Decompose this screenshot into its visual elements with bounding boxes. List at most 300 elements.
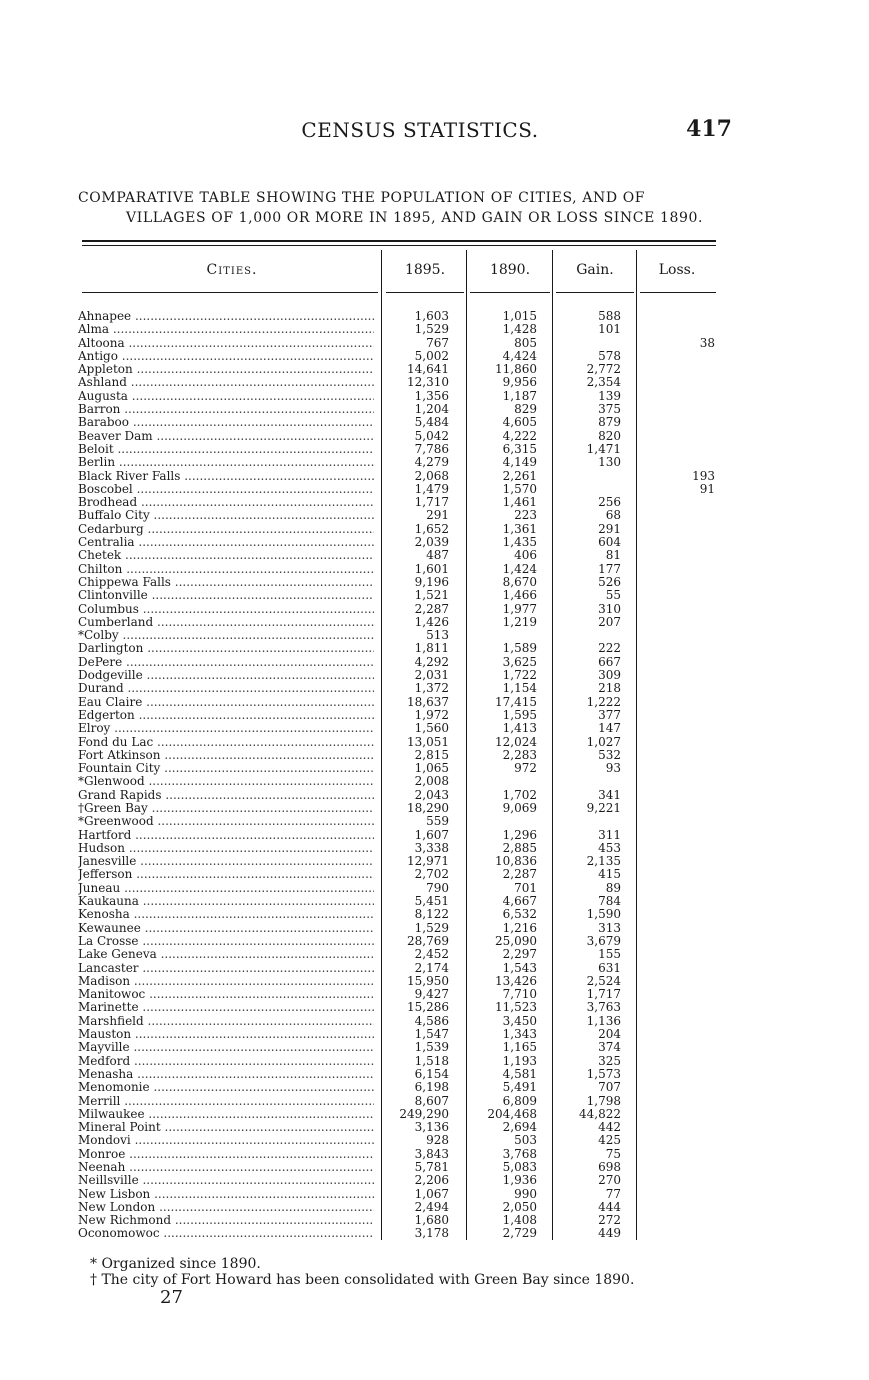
population-1895: 5,781 xyxy=(414,1160,449,1174)
population-1890: 223 xyxy=(514,508,537,523)
table-row xyxy=(0,1081,869,1094)
city-name: Boscobel ..... xyxy=(78,483,374,496)
city-name: Menasha ..... xyxy=(78,1068,374,1081)
gain-value: 442 xyxy=(598,1120,621,1135)
population-1890: 8,670 xyxy=(502,574,537,589)
city-name: Merrill ..... xyxy=(78,1095,374,1108)
population-1890: 11,860 xyxy=(495,362,537,377)
population-1895: 12,310 xyxy=(407,375,449,390)
population-1895: 291 xyxy=(426,508,449,523)
population-1895: 1,521 xyxy=(414,588,449,603)
population-1895: 928 xyxy=(426,1133,449,1148)
gain-value: 68 xyxy=(605,508,621,523)
population-1890: 2,885 xyxy=(502,840,537,855)
gain-value: 1,136 xyxy=(586,1013,621,1028)
table-row xyxy=(0,549,869,562)
gain-value: 375 xyxy=(598,402,621,417)
city-name: Monroe ..... xyxy=(78,1148,374,1161)
city-name: Hartford ..... xyxy=(78,829,374,842)
city-name: Janesville ..... xyxy=(78,855,374,868)
population-1890: 503 xyxy=(514,1133,537,1148)
table-row xyxy=(0,656,869,669)
population-1890: 2,287 xyxy=(502,867,537,882)
column-header-1895: 1895. xyxy=(404,262,446,278)
population-1890: 6,532 xyxy=(502,907,537,922)
city-name: Mondovi ..... xyxy=(78,1134,374,1147)
gain-value: 2,354 xyxy=(586,375,621,390)
footnote-fort-howard: † The city of Fort Howard has been consolidated with Green Bay since 1890. xyxy=(90,1272,635,1288)
table-row xyxy=(0,682,869,695)
gain-value: 532 xyxy=(598,747,621,762)
table-row xyxy=(0,337,869,350)
gain-value: 309 xyxy=(598,668,621,683)
table-row xyxy=(0,1028,869,1041)
table-row xyxy=(0,1188,869,1201)
table-row xyxy=(0,403,869,416)
population-1895: 14,641 xyxy=(407,362,449,377)
city-name: *Greenwood ..... xyxy=(78,815,374,828)
city-name: Ashland ..... xyxy=(78,376,374,389)
table-row xyxy=(0,523,869,536)
table-row xyxy=(0,483,869,496)
population-1890: 1,154 xyxy=(502,681,537,696)
city-name: La Crosse ..... xyxy=(78,935,374,948)
population-1890: 4,667 xyxy=(502,894,537,909)
population-1890: 1,435 xyxy=(502,535,537,550)
population-1890: 2,261 xyxy=(502,468,537,483)
caption-line-1: COMPARATIVE TABLE SHOWING THE POPULATION OF CITIES, AND OF xyxy=(78,190,646,206)
population-1890: 805 xyxy=(514,335,537,350)
city-name: Milwaukee ..... xyxy=(78,1108,374,1121)
population-1890: 5,491 xyxy=(502,1080,537,1095)
table-row xyxy=(0,842,869,855)
gain-value: 204 xyxy=(598,1027,621,1042)
population-1895: 12,971 xyxy=(407,854,449,869)
population-1890: 1,296 xyxy=(502,827,537,842)
population-1895: 4,292 xyxy=(414,654,449,669)
city-name: Mineral Point ..... xyxy=(78,1121,374,1134)
population-1890: 1,408 xyxy=(502,1213,537,1228)
gain-value: 93 xyxy=(605,761,621,776)
table-row xyxy=(0,948,869,961)
loss-value: 91 xyxy=(699,482,715,496)
gain-value: 1,027 xyxy=(586,734,621,749)
population-1895: 6,198 xyxy=(414,1080,449,1095)
population-1890: 1,702 xyxy=(502,787,537,802)
population-1895: 249,290 xyxy=(399,1106,449,1121)
gain-value: 310 xyxy=(598,601,621,616)
gain-value: 270 xyxy=(598,1173,621,1188)
population-1890: 1,193 xyxy=(502,1053,537,1068)
population-1895: 1,529 xyxy=(414,322,449,337)
population-1890: 701 xyxy=(514,880,537,895)
population-1895: 1,652 xyxy=(414,521,449,536)
city-name: New London ..... xyxy=(78,1201,374,1214)
city-name: Chetek ..... xyxy=(78,549,374,562)
table-caption xyxy=(78,188,718,228)
population-1895: 559 xyxy=(426,814,449,829)
city-name: Elroy ..... xyxy=(78,722,374,735)
table-row xyxy=(0,775,869,788)
city-name: Barron ..... xyxy=(78,403,374,416)
gain-value: 698 xyxy=(598,1160,621,1174)
caption-line-2: VILLAGES OF 1,000 OR MORE IN 1895, AND GAIN OR LOSS SINCE 1890. xyxy=(126,210,704,226)
city-name: †Green Bay ..... xyxy=(78,802,374,815)
population-1895: 3,338 xyxy=(414,840,449,855)
column-header-gain: Gain. xyxy=(576,262,614,278)
table-row xyxy=(0,1161,869,1174)
gain-value: 667 xyxy=(598,654,621,669)
city-name: Alma ..... xyxy=(78,323,374,336)
table-row xyxy=(0,350,869,363)
gain-value: 75 xyxy=(605,1146,621,1161)
city-name: DePere ..... xyxy=(78,656,374,669)
gain-value: 325 xyxy=(598,1053,621,1068)
table-row xyxy=(0,829,869,842)
page-number: 417 xyxy=(686,116,732,142)
city-name: *Glenwood ..... xyxy=(78,775,374,788)
population-1895: 1,560 xyxy=(414,721,449,736)
city-name: New Lisbon ..... xyxy=(78,1188,374,1201)
gain-value: 101 xyxy=(598,322,621,337)
population-1890: 1,219 xyxy=(502,614,537,629)
population-1890: 17,415 xyxy=(495,694,537,709)
population-1890: 6,315 xyxy=(502,441,537,456)
population-1895: 18,290 xyxy=(407,800,449,815)
gain-value: 578 xyxy=(598,348,621,363)
loss-value: 38 xyxy=(699,336,715,350)
gain-value: 879 xyxy=(598,415,621,430)
table-row xyxy=(0,496,869,509)
table-row xyxy=(0,1055,869,1068)
gain-value: 130 xyxy=(598,455,621,470)
population-1890: 1,187 xyxy=(502,388,537,403)
table-row xyxy=(0,1227,869,1240)
table-top-rule xyxy=(82,240,716,242)
population-1895: 1,972 xyxy=(414,707,449,722)
gain-value: 1,717 xyxy=(586,987,621,1002)
table-row xyxy=(0,416,869,429)
population-1890: 25,090 xyxy=(495,933,537,948)
city-name: Kaukauna ..... xyxy=(78,895,374,908)
city-name: Dodgeville ..... xyxy=(78,669,374,682)
city-name: Fountain City ..... xyxy=(78,762,374,775)
table-row xyxy=(0,868,869,881)
population-1895: 5,042 xyxy=(414,428,449,443)
population-1895: 3,178 xyxy=(414,1226,449,1241)
population-1890: 3,450 xyxy=(502,1013,537,1028)
table-row xyxy=(0,509,869,522)
population-1890: 1,461 xyxy=(502,495,537,510)
loss-value: 193 xyxy=(692,469,715,483)
city-name: Black River Falls ..... xyxy=(78,470,374,483)
city-name: Clintonville ..... xyxy=(78,589,374,602)
gain-value: 707 xyxy=(598,1080,621,1095)
header-underline-1890 xyxy=(470,292,550,293)
city-name: Madison ..... xyxy=(78,975,374,988)
table-row xyxy=(0,310,869,323)
city-name: Brodhead ..... xyxy=(78,496,374,509)
population-1895: 2,287 xyxy=(414,601,449,616)
population-1890: 972 xyxy=(514,761,537,776)
population-1890: 1,424 xyxy=(502,561,537,576)
population-1895: 3,136 xyxy=(414,1120,449,1135)
city-name: Antigo ..... xyxy=(78,350,374,363)
population-1890: 1,936 xyxy=(502,1173,537,1188)
population-1895: 2,702 xyxy=(414,867,449,882)
city-name: Medford ..... xyxy=(78,1055,374,1068)
population-1895: 5,451 xyxy=(414,894,449,909)
table-row xyxy=(0,908,869,921)
population-1895: 8,607 xyxy=(414,1093,449,1108)
population-1890: 2,297 xyxy=(502,947,537,962)
gain-value: 218 xyxy=(598,681,621,696)
population-1895: 1,547 xyxy=(414,1027,449,1042)
population-1895: 4,586 xyxy=(414,1013,449,1028)
table-row xyxy=(0,1001,869,1014)
table-row xyxy=(0,1134,869,1147)
table-row xyxy=(0,1201,869,1214)
city-name: Lake Geneva ..... xyxy=(78,948,374,961)
population-1895: 2,494 xyxy=(414,1199,449,1214)
table-row xyxy=(0,363,869,376)
city-name: Kewaunee ..... xyxy=(78,922,374,935)
table-row xyxy=(0,922,869,935)
city-name: Manitowoc ..... xyxy=(78,988,374,1001)
table-row xyxy=(0,722,869,735)
table-row xyxy=(0,815,869,828)
table-row xyxy=(0,376,869,389)
gain-value: 44,822 xyxy=(579,1106,621,1121)
gain-value: 1,471 xyxy=(586,441,621,456)
gain-value: 155 xyxy=(598,947,621,962)
table-row xyxy=(0,988,869,1001)
city-name: Beloit ..... xyxy=(78,443,374,456)
population-1895: 1,518 xyxy=(414,1053,449,1068)
population-1890: 3,625 xyxy=(502,654,537,669)
table-row xyxy=(0,935,869,948)
population-1895: 8,122 xyxy=(414,907,449,922)
gain-value: 415 xyxy=(598,867,621,882)
city-name: Augusta ..... xyxy=(78,390,374,403)
gain-value: 1,590 xyxy=(586,907,621,922)
city-name: Baraboo ..... xyxy=(78,416,374,429)
gain-value: 139 xyxy=(598,388,621,403)
population-1890: 9,069 xyxy=(502,800,537,815)
population-1890: 204,468 xyxy=(487,1106,537,1121)
gain-value: 588 xyxy=(598,309,621,323)
population-1895: 1,372 xyxy=(414,681,449,696)
population-1890: 10,836 xyxy=(495,854,537,869)
population-1895: 1,717 xyxy=(414,495,449,510)
city-name: Chippewa Falls ..... xyxy=(78,576,374,589)
population-1890: 1,428 xyxy=(502,322,537,337)
population-1895: 7,786 xyxy=(414,441,449,456)
table-row xyxy=(0,789,869,802)
gain-value: 147 xyxy=(598,721,621,736)
population-1895: 1,811 xyxy=(414,641,449,656)
population-1895: 28,769 xyxy=(407,933,449,948)
population-1895: 1,067 xyxy=(414,1186,449,1201)
table-row xyxy=(0,390,869,403)
population-1895: 9,427 xyxy=(414,987,449,1002)
city-name: *Colby ..... xyxy=(78,629,374,642)
gain-value: 425 xyxy=(598,1133,621,1148)
population-1895: 2,008 xyxy=(414,774,449,789)
gain-value: 222 xyxy=(598,641,621,656)
table-row xyxy=(0,1108,869,1121)
table-row xyxy=(0,616,869,629)
column-header-cities: Cities. xyxy=(206,262,258,278)
table-row xyxy=(0,1015,869,1028)
population-1895: 6,154 xyxy=(414,1066,449,1081)
population-1890: 1,595 xyxy=(502,707,537,722)
table-row xyxy=(0,669,869,682)
gain-value: 1,798 xyxy=(586,1093,621,1108)
population-1890: 4,581 xyxy=(502,1066,537,1081)
gain-value: 291 xyxy=(598,521,621,536)
city-name: Mauston ..... xyxy=(78,1028,374,1041)
city-name: Eau Claire ..... xyxy=(78,696,374,709)
population-1895: 13,051 xyxy=(407,734,449,749)
city-name: Cumberland ..... xyxy=(78,616,374,629)
population-1890: 1,165 xyxy=(502,1040,537,1055)
city-name: Fort Atkinson ..... xyxy=(78,749,374,762)
population-1895: 9,196 xyxy=(414,574,449,589)
population-1895: 2,452 xyxy=(414,947,449,962)
table-row xyxy=(0,855,869,868)
gain-value: 311 xyxy=(598,827,621,842)
population-1890: 5,083 xyxy=(502,1160,537,1174)
table-row xyxy=(0,603,869,616)
column-header-1890: 1890. xyxy=(489,262,531,278)
gain-value: 631 xyxy=(598,960,621,975)
table-row xyxy=(0,1214,869,1227)
footnote-organized: * Organized since 1890. xyxy=(90,1256,261,1272)
population-1890: 1,015 xyxy=(502,309,537,323)
table-row xyxy=(0,470,869,483)
table-row xyxy=(0,1095,869,1108)
footnotes xyxy=(90,1256,710,1288)
gain-value: 784 xyxy=(598,894,621,909)
population-1895: 1,204 xyxy=(414,402,449,417)
population-1895: 2,815 xyxy=(414,747,449,762)
gain-value: 1,573 xyxy=(586,1066,621,1081)
population-1895: 1,603 xyxy=(414,309,449,323)
population-1890: 2,050 xyxy=(502,1199,537,1214)
table-row xyxy=(0,536,869,549)
population-1895: 2,174 xyxy=(414,960,449,975)
population-1895: 15,950 xyxy=(407,973,449,988)
gain-value: 3,679 xyxy=(586,933,621,948)
table-row xyxy=(0,443,869,456)
population-1895: 1,539 xyxy=(414,1040,449,1055)
population-table xyxy=(0,310,869,1241)
table-row xyxy=(0,430,869,443)
table-row xyxy=(0,762,869,775)
table-row xyxy=(0,1174,869,1187)
population-1895: 767 xyxy=(426,335,449,350)
population-1895: 1,479 xyxy=(414,481,449,496)
population-1890: 1,361 xyxy=(502,521,537,536)
gain-value: 256 xyxy=(598,495,621,510)
population-1895: 2,031 xyxy=(414,668,449,683)
table-row xyxy=(0,576,869,589)
gain-value: 1,222 xyxy=(586,694,621,709)
city-name: Altoona ..... xyxy=(78,337,374,350)
population-1895: 1,065 xyxy=(414,761,449,776)
column-header-loss: Loss. xyxy=(658,262,696,278)
city-name: Beaver Dam ..... xyxy=(78,430,374,443)
gain-value: 9,221 xyxy=(586,800,621,815)
city-name: Chilton ..... xyxy=(78,563,374,576)
population-1890: 1,570 xyxy=(502,481,537,496)
population-1895: 1,680 xyxy=(414,1213,449,1228)
population-1895: 18,637 xyxy=(407,694,449,709)
population-1895: 15,286 xyxy=(407,1000,449,1015)
gain-value: 2,524 xyxy=(586,973,621,988)
population-1890: 2,694 xyxy=(502,1120,537,1135)
gain-value: 89 xyxy=(605,880,621,895)
population-1890: 990 xyxy=(514,1186,537,1201)
population-1890: 1,722 xyxy=(502,668,537,683)
city-name: Kenosha ..... xyxy=(78,908,374,921)
population-1895: 5,484 xyxy=(414,415,449,430)
population-1890: 2,729 xyxy=(502,1226,537,1241)
table-row xyxy=(0,589,869,602)
city-name: Buffalo City ..... xyxy=(78,509,374,522)
table-row xyxy=(0,323,869,336)
city-name: Menomonie ..... xyxy=(78,1081,374,1094)
gain-value: 604 xyxy=(598,535,621,550)
population-1895: 1,529 xyxy=(414,920,449,935)
table-row xyxy=(0,1148,869,1161)
table-row xyxy=(0,1041,869,1054)
table-row xyxy=(0,1121,869,1134)
city-name: Mayville ..... xyxy=(78,1041,374,1054)
city-name: New Richmond ..... xyxy=(78,1214,374,1227)
city-name: Columbus ..... xyxy=(78,603,374,616)
city-name: Oconomowoc ..... xyxy=(78,1227,374,1240)
population-1890: 1,466 xyxy=(502,588,537,603)
population-1895: 2,068 xyxy=(414,468,449,483)
city-name: Juneau ..... xyxy=(78,882,374,895)
population-1895: 487 xyxy=(426,548,449,563)
gain-value: 2,772 xyxy=(586,362,621,377)
city-name: Cedarburg ..... xyxy=(78,523,374,536)
gain-value: 207 xyxy=(598,614,621,629)
population-1890: 11,523 xyxy=(495,1000,537,1015)
table-row xyxy=(0,1068,869,1081)
population-1890: 2,283 xyxy=(502,747,537,762)
header-underline-cities xyxy=(82,292,378,293)
gain-value: 2,135 xyxy=(586,854,621,869)
gain-value: 820 xyxy=(598,428,621,443)
population-1895: 1,356 xyxy=(414,388,449,403)
city-name: Marshfield ..... xyxy=(78,1015,374,1028)
header-underline-loss xyxy=(640,292,716,293)
population-1890: 406 xyxy=(514,548,537,563)
table-row xyxy=(0,749,869,762)
table-top-rule-thin xyxy=(82,245,716,246)
population-1890: 6,809 xyxy=(502,1093,537,1108)
population-1890: 1,589 xyxy=(502,641,537,656)
population-1890: 1,413 xyxy=(502,721,537,736)
table-row xyxy=(0,629,869,642)
population-1895: 1,426 xyxy=(414,614,449,629)
population-1895: 5,002 xyxy=(414,348,449,363)
population-1890: 829 xyxy=(514,402,537,417)
